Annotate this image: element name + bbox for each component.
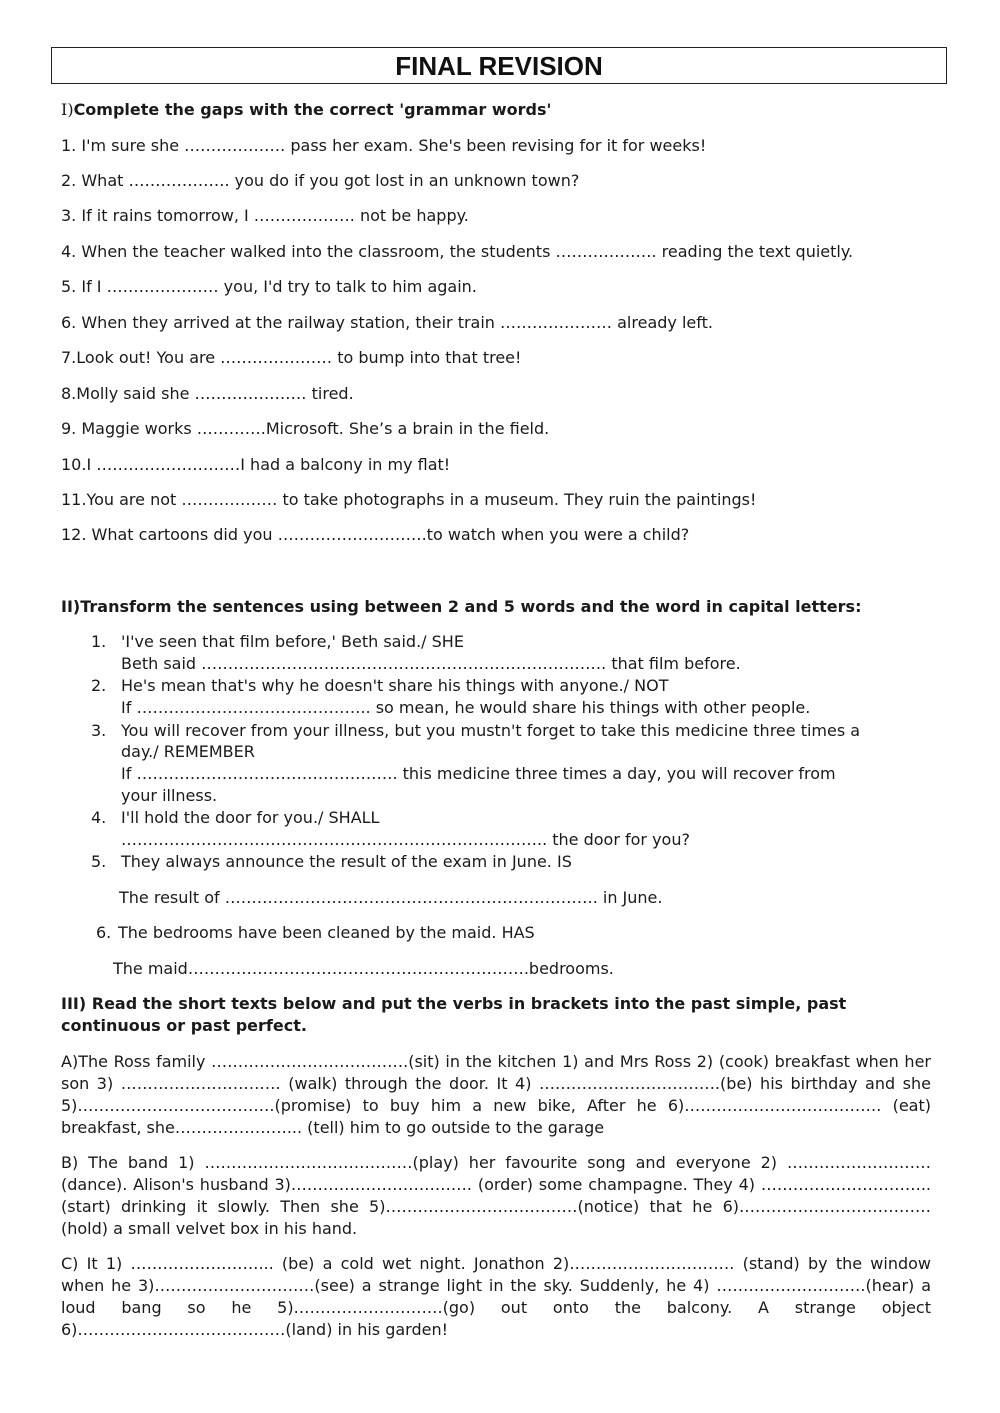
section1-heading bbox=[61, 99, 551, 121]
section3-text-c: C) It 1) ……………………... (be) a cold wet night. Jonathon 2)…………………………. (stand) by the window when he 3)…………………………(see) a strange light in the sky. Suddenly, he 4) ……………………….(hear) a loud bang so he 5)……………………….(go) out onto the balcony. A strange object 6)…………………………………(land) in his garden! bbox=[61, 1254, 931, 1339]
section1-item-6: 6. When they arrived at the railway station, their train ………………… already left. bbox=[61, 313, 713, 332]
section2-item-5-number: 5. bbox=[91, 852, 107, 871]
section1-item-4: 4. When the teacher walked into the classroom, the students ………………. reading the text quietly. bbox=[61, 242, 854, 261]
section2-item-5-prompt: They always announce the result of the exam in June. IS bbox=[121, 852, 572, 871]
page-title: FINAL REVISION bbox=[51, 47, 947, 84]
section2-item-1-prompt: 'I've seen that film before,' Beth said./ SHE bbox=[121, 632, 464, 651]
section1-heading-text: Complete the gaps with the correct 'grammar words' bbox=[73, 100, 552, 119]
section1-item-9: 9. Maggie works ………….Microsoft. She’s a brain in the field. bbox=[61, 419, 550, 438]
section1-item-12: 12. What cartoons did you ……………………….to watch when you were a child? bbox=[61, 525, 690, 544]
section1-item-10: 10.I ………………………I had a balcony in my flat! bbox=[61, 455, 451, 474]
section2-item-6-number: 6. bbox=[96, 923, 112, 942]
section1-item-1: 1. I'm sure she ………………. pass her exam. She's been revising for it for weeks! bbox=[61, 136, 707, 155]
section3-text-b: B) The band 1) …………………………………(play) her favourite song and everyone 2) ………………………(dance). Alison's husband 3)……………………………. (order) some champagne. They 4) …………………………..(start) drinking it slowly. Then she 5)………………………………(notice) that he 6)………………………………(hold) a small velvet box in his hand. bbox=[61, 1153, 931, 1238]
section2-item-2-number: 2. bbox=[91, 676, 107, 695]
section2-item-6-answer: The maid……………………………………………………….bedrooms. bbox=[113, 959, 614, 978]
section2-item-3-number: 3. bbox=[91, 721, 107, 740]
section2-item-2-prompt: He's mean that's why he doesn't share his things with anyone./ NOT bbox=[121, 676, 669, 695]
section2-item-3-prompt-cont: day./ REMEMBER bbox=[121, 742, 255, 761]
section1-item-3: 3. If it rains tomorrow, I ………………. not be happy. bbox=[61, 206, 469, 225]
section1-item-8: 8.Molly said she ………………… tired. bbox=[61, 384, 354, 403]
section2-heading: II)Transform the sentences using between 2 and 5 words and the word in capital letters: bbox=[61, 597, 862, 616]
section3-text-a: A)The Ross family ……………………………….(sit) in the kitchen 1) and Mrs Ross 2) (cook) breakfast when her son 3) ………………………… (walk) through the door. It 4) …………………………….(be) his birthday and she 5)……………………………….(promise) to buy him a new bike, After he 6)………………………………. (eat) breakfast, she…………………... (tell) him to go outside to the garage bbox=[61, 1052, 931, 1137]
section3-heading-line1: III) Read the short texts below and put the verbs in brackets into the past simple, past bbox=[61, 994, 847, 1013]
section2-item-3-answer: If …………………………………………. this medicine three times a day, you will recover from bbox=[121, 764, 836, 783]
section1-item-5: 5. If I ………………… you, I'd try to talk to him again. bbox=[61, 277, 477, 296]
section2-item-4-answer: …………………………………………………………………….. the door for you? bbox=[121, 830, 690, 849]
section1-item-7: 7.Look out! You are ………………… to bump into that tree! bbox=[61, 348, 522, 367]
section1-item-2: 2. What ………………. you do if you got lost in an unknown town? bbox=[61, 171, 580, 190]
section1-numeral: I) bbox=[61, 100, 74, 119]
section2-item-5-answer: The result of ……………………………………………………………. in June. bbox=[119, 888, 663, 907]
section3-heading-line2: continuous or past perfect. bbox=[61, 1016, 307, 1035]
section2-item-4-prompt: I'll hold the door for you./ SHALL bbox=[121, 808, 380, 827]
section2-item-6-prompt: The bedrooms have been cleaned by the maid. HAS bbox=[118, 923, 535, 942]
section2-item-1-answer: Beth said …………………………………………………………………. that film before. bbox=[121, 654, 741, 673]
section1-item-11: 11.You are not ……………… to take photographs in a museum. They ruin the paintings! bbox=[61, 490, 757, 509]
section2-item-4-number: 4. bbox=[91, 808, 107, 827]
section2-item-1-number: 1. bbox=[91, 632, 107, 651]
section2-item-3-answer-cont: your illness. bbox=[121, 786, 218, 805]
section2-item-2-answer: If …………………………………….. so mean, he would share his things with other people. bbox=[121, 698, 811, 717]
section2-item-3-prompt: You will recover from your illness, but you mustn't forget to take this medicine three times a bbox=[121, 721, 861, 740]
